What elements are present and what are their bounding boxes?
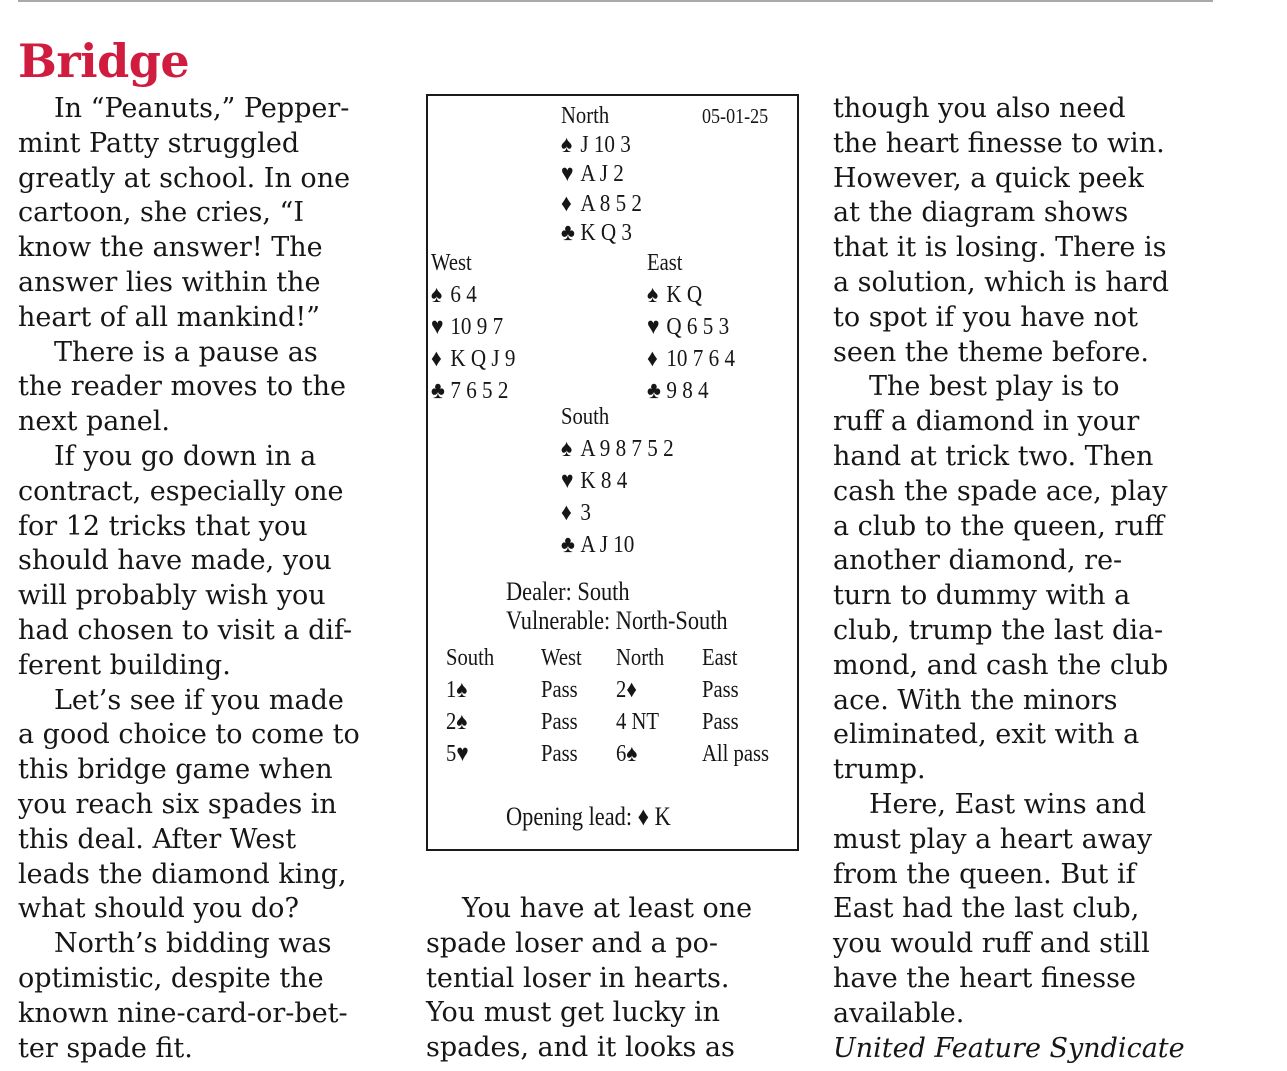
east-diamonds: ♦ 10 7 6 4 bbox=[647, 346, 735, 372]
west-label: West bbox=[431, 250, 472, 276]
west-hearts: ♥ 10 9 7 bbox=[431, 314, 504, 340]
north-clubs: ♣ K Q 3 bbox=[561, 220, 632, 246]
auction-bid: Pass bbox=[541, 741, 578, 767]
text-line: answer lies within the bbox=[18, 266, 321, 298]
text-line: However, a quick peek bbox=[833, 162, 1144, 194]
text-line: a club to the queen, ruff bbox=[833, 510, 1164, 542]
text-line: to spot if you have not bbox=[833, 301, 1139, 333]
dealer-line: Dealer: South bbox=[506, 577, 630, 606]
text-line: ace. With the minors bbox=[833, 684, 1118, 716]
south-hearts: ♥ K 8 4 bbox=[561, 468, 628, 494]
club-icon: ♣ bbox=[431, 378, 445, 404]
club-icon: ♣ bbox=[647, 378, 661, 404]
text-line: mint Patty struggled bbox=[18, 127, 300, 159]
text-line: Here, East wins and bbox=[869, 788, 1147, 820]
text-line: the reader moves to the bbox=[18, 371, 346, 403]
auction-bid: 2♦ bbox=[616, 677, 637, 703]
syndicate-credit: United Feature Syndicate bbox=[833, 1032, 1185, 1064]
article-column-3 bbox=[833, 92, 1185, 1066]
text-line: seen the theme before. bbox=[833, 336, 1149, 368]
deal-date: 05-01-25 bbox=[702, 104, 769, 128]
text-line: a good choice to come to bbox=[18, 719, 360, 751]
top-rule bbox=[18, 0, 1213, 2]
spade-icon: ♠ bbox=[561, 436, 573, 462]
text-line: next panel. bbox=[18, 406, 170, 438]
auction-header-south: South bbox=[446, 645, 495, 671]
text-line: mond, and cash the club bbox=[833, 649, 1169, 681]
text-line: trump. bbox=[833, 754, 926, 786]
auction-header-west: West bbox=[541, 645, 582, 671]
text-line: ruff a diamond in your bbox=[833, 406, 1140, 438]
text-line: the heart finesse to win. bbox=[833, 127, 1165, 159]
spade-icon: ♠ bbox=[561, 132, 573, 158]
auction-bid: Pass bbox=[541, 709, 578, 735]
north-hearts: ♥ A J 2 bbox=[561, 161, 624, 187]
text-line: leads the diamond king, bbox=[18, 858, 347, 890]
south-spades: ♠ A 9 8 7 5 2 bbox=[561, 436, 674, 462]
text-line: this deal. After West bbox=[18, 823, 297, 855]
heart-icon: ♥ bbox=[561, 161, 574, 187]
opening-lead: Opening lead: ♦ K bbox=[506, 802, 671, 831]
spade-icon: ♠ bbox=[647, 282, 659, 308]
auction-bid: 4 NT bbox=[616, 709, 659, 735]
west-spades: ♠ 6 4 bbox=[431, 282, 477, 308]
heart-icon: ♥ bbox=[647, 314, 660, 340]
article-column-1 bbox=[18, 92, 360, 1066]
article-column-2 bbox=[426, 892, 752, 1066]
south-clubs: ♣ A J 10 bbox=[561, 532, 635, 558]
text-line: In “Peanuts,” Pepper- bbox=[54, 93, 350, 124]
text-line: ferent building. bbox=[18, 649, 231, 681]
text-line: club, trump the last dia- bbox=[833, 614, 1164, 646]
auction-header-east: East bbox=[702, 645, 738, 671]
text-line: must play a heart away bbox=[833, 823, 1153, 855]
text-line: turn to dummy with a bbox=[833, 580, 1131, 612]
page-title: Bridge bbox=[18, 34, 190, 88]
text-line: will probably wish you bbox=[18, 580, 326, 612]
auction-bid: Pass bbox=[702, 677, 739, 703]
west-diamonds: ♦ K Q J 9 bbox=[431, 346, 516, 372]
text-line: North’s bidding was bbox=[54, 928, 332, 960]
east-clubs: ♣ 9 8 4 bbox=[647, 378, 709, 404]
text-line: spade loser and a po- bbox=[426, 927, 718, 959]
east-spades: ♠ K Q bbox=[647, 282, 703, 308]
heart-icon: ♥ bbox=[561, 468, 574, 494]
auction-bid: Pass bbox=[702, 709, 739, 735]
auction-bid: 1♠ bbox=[446, 677, 468, 703]
text-line: The best play is to bbox=[869, 371, 1120, 403]
text-line: You have at least one bbox=[462, 893, 753, 924]
text-line: East had the last club, bbox=[833, 893, 1140, 925]
heart-icon: ♥ bbox=[431, 314, 444, 340]
club-icon: ♣ bbox=[561, 220, 575, 246]
text-line: this bridge game when bbox=[18, 754, 333, 786]
east-label: East bbox=[647, 250, 683, 276]
text-line: have the heart finesse bbox=[833, 962, 1136, 994]
auction-bid: 2♠ bbox=[446, 709, 468, 735]
auction-bid: 5♥ bbox=[446, 741, 469, 767]
text-line: Let’s see if you made bbox=[54, 684, 344, 716]
text-line: at the diagram shows bbox=[833, 197, 1129, 229]
text-line: known nine-card-or-bet- bbox=[18, 997, 348, 1029]
text-line: though you also need bbox=[833, 93, 1126, 124]
text-line: You must get lucky in bbox=[426, 997, 721, 1029]
diamond-icon: ♦ bbox=[561, 191, 572, 217]
text-line: There is a pause as bbox=[54, 336, 318, 368]
text-line: that it is losing. There is bbox=[833, 232, 1167, 264]
text-line: spades, and it looks as bbox=[426, 1032, 735, 1064]
text-line: know the answer! The bbox=[18, 232, 323, 264]
text-line: eliminated, exit with a bbox=[833, 719, 1140, 751]
text-line: heart of all mankind!” bbox=[18, 301, 320, 333]
south-label: South bbox=[561, 404, 610, 430]
diamond-icon: ♦ bbox=[647, 346, 658, 372]
spade-icon: ♠ bbox=[431, 282, 443, 308]
text-line: tential loser in hearts. bbox=[426, 962, 730, 994]
north-label: North bbox=[561, 103, 610, 129]
text-line: available. bbox=[833, 997, 965, 1029]
diamond-icon: ♦ bbox=[431, 346, 442, 372]
vulnerable-line: Vulnerable: North-South bbox=[506, 606, 728, 635]
text-line: hand at trick two. Then bbox=[833, 440, 1154, 472]
text-line: greatly at school. In one bbox=[18, 162, 351, 194]
text-line: a solution, which is hard bbox=[833, 266, 1170, 298]
east-hearts: ♥ Q 6 5 3 bbox=[647, 314, 730, 340]
text-line: optimistic, despite the bbox=[18, 962, 324, 994]
auction-header-north: North bbox=[616, 645, 665, 671]
text-line: another diamond, re- bbox=[833, 545, 1123, 577]
bridge-diagram bbox=[426, 94, 799, 851]
text-line: should have made, you bbox=[18, 545, 332, 577]
north-spades: ♠ J 10 3 bbox=[561, 132, 631, 158]
south-diamonds: ♦ 3 bbox=[561, 500, 591, 526]
text-line: If you go down in a bbox=[54, 440, 317, 472]
diamond-icon: ♦ bbox=[561, 500, 572, 526]
text-line: from the queen. But if bbox=[833, 858, 1136, 890]
auction-bid: All pass bbox=[702, 741, 770, 767]
text-line: contract, especially one bbox=[18, 475, 344, 507]
text-line: cartoon, she cries, “I bbox=[18, 197, 304, 229]
text-line: for 12 tricks that you bbox=[18, 510, 308, 542]
west-clubs: ♣ 7 6 5 2 bbox=[431, 378, 509, 404]
text-line: ter spade fit. bbox=[18, 1032, 193, 1064]
auction-bid: Pass bbox=[541, 677, 578, 703]
text-line: had chosen to visit a dif- bbox=[18, 614, 353, 646]
club-icon: ♣ bbox=[561, 532, 575, 558]
text-line: you reach six spades in bbox=[18, 788, 337, 820]
text-line: cash the spade ace, play bbox=[833, 475, 1168, 507]
north-diamonds: ♦ A 8 5 2 bbox=[561, 191, 642, 217]
text-line: what should you do? bbox=[18, 893, 299, 925]
text-line: you would ruff and still bbox=[833, 928, 1150, 960]
auction-bid: 6♠ bbox=[616, 741, 638, 767]
